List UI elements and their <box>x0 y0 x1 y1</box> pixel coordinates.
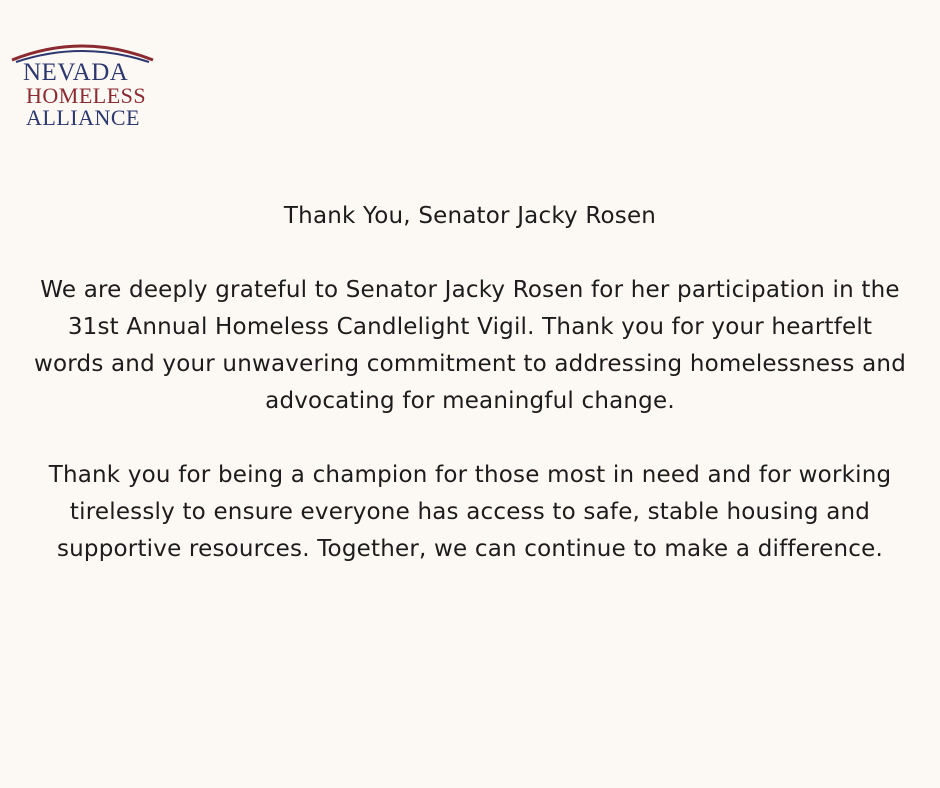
logo-text-homeless: HOMELESS <box>26 83 147 108</box>
thank-you-message <box>30 198 910 568</box>
logo-text-nevada: NEVADA <box>23 59 129 86</box>
logo-text-alliance: ALLIANCE <box>26 105 140 130</box>
message-paragraph-gratitude: We are deeply grateful to Senator Jacky Rosen for her participation in the 31st Annual Homeless Candlelight Vigil. Thank you for your heartfelt words and your unwavering commitment to addressing homelessness and advocating for meaningful change. <box>33 277 906 414</box>
nevada-homeless-alliance-logo <box>10 40 155 130</box>
message-paragraph-champion: Thank you for being a champion for those most in need and for working tirelessly to ensure everyone has access to safe, stable housing and supportive resources. Together, we can continue to make a difference. <box>48 462 892 562</box>
message-title: Thank You, Senator Jacky Rosen <box>283 203 657 229</box>
